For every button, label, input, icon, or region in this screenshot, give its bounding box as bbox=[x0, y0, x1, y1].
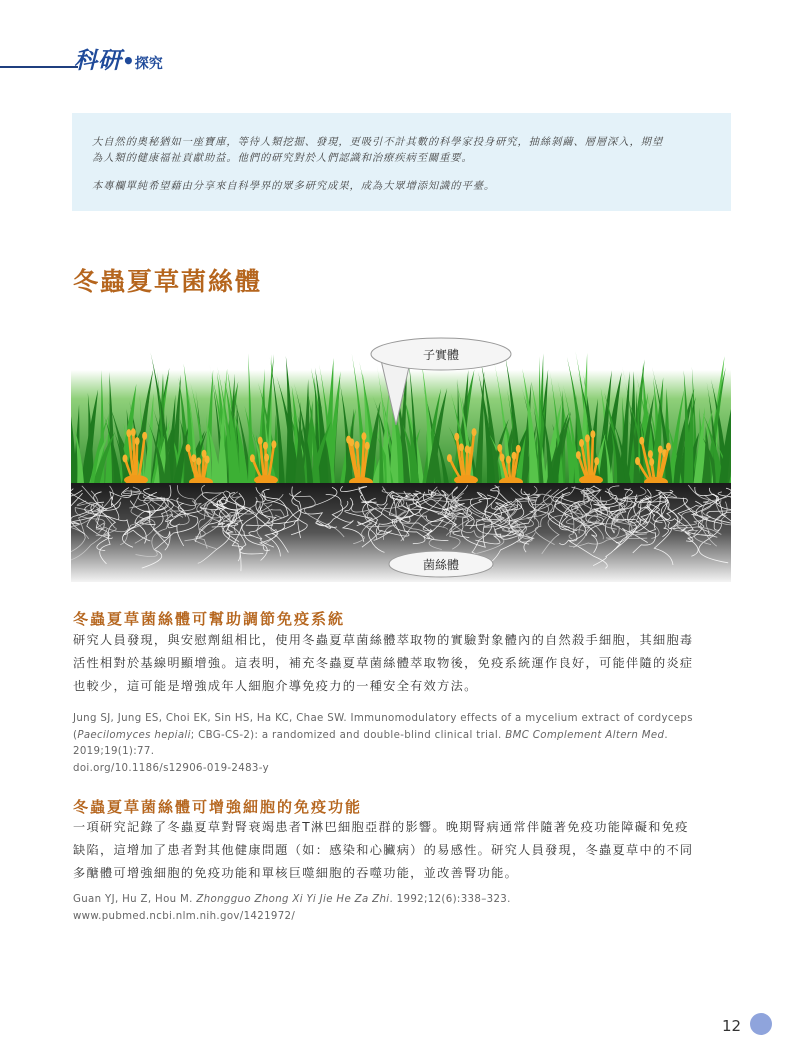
section-main-label: 科研 bbox=[74, 48, 122, 74]
intro-box bbox=[72, 113, 731, 211]
section1-heading: 冬蟲夏草菌絲體可幫助調節免疫系統 bbox=[73, 610, 346, 628]
section-dot: • bbox=[122, 49, 135, 73]
section2-reference: Guan YJ, Hu Z, Hou M. Zhongguo Zhong Xi Yi Jie He Za Zhi. 1992;12(6):338–323. www.pubmed.ncbi.nlm.nih.gov/1421972/ bbox=[73, 894, 511, 922]
section1-line-2: 活性相對於基線明顯增強。這表明，補充冬蟲夏草菌絲體萃取物後，免疫系統運作良好，可能伴隨的炎症 bbox=[73, 656, 694, 670]
section2-line-2: 缺陷，這增加了患者對其他健康問題（如：感染和心臟病）的易感性。研究人員發現，冬蟲夏草中的不同 bbox=[73, 843, 694, 857]
header-rule bbox=[0, 66, 78, 68]
section2-body bbox=[73, 816, 733, 885]
cordyceps-illustration bbox=[71, 330, 731, 582]
section1-reference bbox=[73, 711, 733, 777]
section1-line-1: 研究人員發現，與安慰劑組相比，使用冬蟲夏草菌絲體萃取物的實驗對象體內的自然殺手細胞，其細胞毒 bbox=[73, 633, 694, 647]
section1-ref-line-2: (Paecilomyces hepiali; CBG-CS-2): a randomized and double-blind clinical trial. BMC Complement Altern Med. 2019;19(1):77. bbox=[73, 729, 668, 757]
intro-line-1: 大自然的奧秘猶如一座寶庫，等待人類挖掘、發現，更吸引不計其數的科學家投身研究，抽絲剝繭、層層深入，期望 bbox=[92, 136, 664, 148]
page-dot-icon bbox=[750, 1013, 772, 1035]
article-title: 冬蟲夏草菌絲體 bbox=[73, 267, 263, 296]
section1-line-3: 也較少，這可能是增強成年人細胞介導免疫力的一種安全有效方法。 bbox=[73, 679, 478, 693]
section1-ref-doi: doi.org/10.1186/s12906-019-2483-y bbox=[73, 762, 269, 774]
section-brand bbox=[74, 42, 163, 75]
section2-line-3: 多醣體可增強細胞的免疫功能和單核巨噬細胞的吞噬功能，並改善腎功能。 bbox=[73, 866, 519, 880]
intro-line-3: 本專欄單純希望藉由分享來自科學界的眾多研究成果，成為大眾增添知識的平臺。 bbox=[92, 180, 496, 192]
intro-line-2: 為人類的健康福祉貢獻助益。他們的研究對於人們認識和治療疾病至關重要。 bbox=[92, 152, 473, 164]
fruiting-body-label: 子實體 bbox=[422, 348, 460, 362]
section-sub-label: 探究 bbox=[134, 56, 163, 72]
section1-body bbox=[73, 629, 733, 698]
page-number: 12 bbox=[722, 1017, 742, 1035]
ref-journal: BMC Complement Altern Med bbox=[505, 729, 665, 741]
section2-heading: 冬蟲夏草菌絲體可增強細胞的免疫功能 bbox=[73, 798, 363, 816]
section1-ref-line-1: Jung SJ, Jung ES, Choi EK, Sin HS, Ha KC, Chae SW. Immunomodulatory effects of a mycelium extract of cordyceps bbox=[73, 713, 693, 724]
ref-species: Paecilomyces hepiali bbox=[77, 729, 191, 741]
ref-journal-2: Zhongguo Zhong Xi Yi Jie He Za Zhi bbox=[196, 894, 390, 905]
section2-line-1: 一項研究記錄了冬蟲夏草對腎衰竭患者T淋巴細胞亞群的影響。晚期腎病通常伴隨著免疫功能障礙和免疫 bbox=[73, 820, 689, 834]
mycelium-label: 菌絲體 bbox=[422, 558, 460, 572]
callout-mycelium bbox=[389, 551, 493, 577]
